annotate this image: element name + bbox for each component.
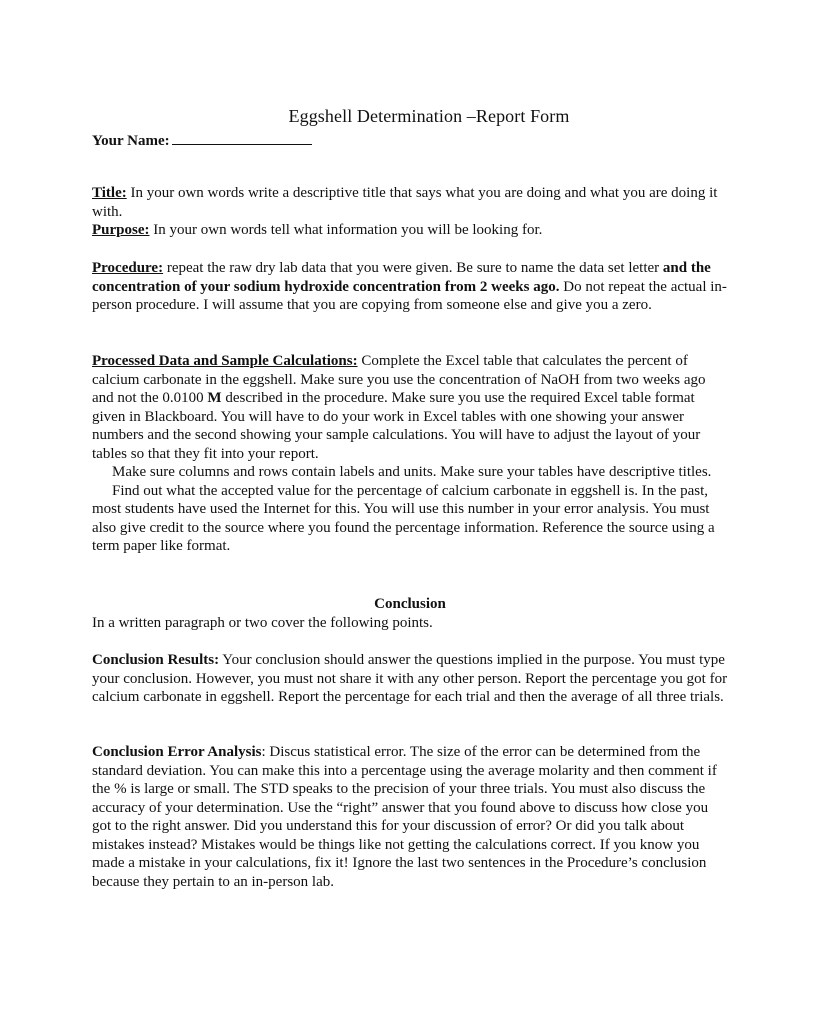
title-instruction: In your own words write a descriptive title that says what you are doing and what you are doing it with. xyxy=(92,185,718,220)
title-purpose-section xyxy=(92,184,728,240)
document-title xyxy=(92,106,732,127)
processed-data-label: Processed Data and Sample Calculations: xyxy=(92,353,358,369)
purpose-label: Purpose: xyxy=(92,222,150,238)
your-name-field xyxy=(92,131,312,150)
processed-text-a: Complete the Excel table that calculates the percent of calcium carbonate in the eggshell. Make sure you use the concentration of NaOH from two weeks ago and not the 0.0100 xyxy=(92,353,706,406)
conclusion-error-label: Conclusion Error Analysis xyxy=(92,744,262,760)
procedure-text-b: Do not repeat the actual in-person procedure. I will assume that you are copying from someone else and give you a zero. xyxy=(92,278,727,313)
procedure-text-bold: and the concentration of your sodium hydroxide concentration from 2 weeks ago. xyxy=(92,260,711,295)
conclusion-error-text: : Discus statistical error. The size of the error can be determined from the standard deviation. You can make this into a percentage using the average molarity and then comment if the % is large or small. The STD speaks to the precision of your three trials. You must also discuss the accuracy of your determination. Use the “right” answer that you found above to discuss how close you got to the right answer. Did you understand this for your discussion of error? Or did you talk about mistakes instead? Mistakes would be things like not getting the calculations correct. If you know you made a mistake in your calculations, fix it! Ignore the last two sentences in the Procedure’s conclusion because they pertain to an in-person lab. xyxy=(92,744,717,890)
document-title-text: Eggshell Determination –Report Form xyxy=(288,106,570,126)
your-name-label: Your Name: xyxy=(92,133,170,149)
conclusion-error-section xyxy=(92,743,728,891)
procedure-section xyxy=(92,259,728,315)
procedure-text-a: repeat the raw dry lab data that you were given. Be sure to name the data set letter xyxy=(163,260,663,276)
your-name-blank-line[interactable] xyxy=(172,131,312,145)
procedure-label: Procedure: xyxy=(92,260,164,276)
conclusion-results-section xyxy=(92,651,728,707)
conclusion-intro: In a written paragraph or two cover the following points. xyxy=(92,614,433,631)
processed-text-b: described in the procedure. Make sure you use the required Excel table format given in Blackboard. You will have to do your work in Excel tables with one showing your answer numbers and the second showing your sample calculations. You will have to adjust the layout of your tables so that they fit into your report. xyxy=(92,390,701,462)
purpose-instruction: In your own words tell what information you will be looking for. xyxy=(149,222,543,238)
molarity-unit: M xyxy=(207,390,222,406)
conclusion-heading: Conclusion xyxy=(374,596,446,612)
accepted-value-paragraph: Find out what the accepted value for the percentage of calcium carbonate in eggshell is. In the past, most students have used the Internet for this. You will use this number in your error analysis. You must also give credit to the source where you found the percentage information. Reference the source using a term paper like format. xyxy=(92,482,715,554)
conclusion-results-label: Conclusion Results: xyxy=(92,652,220,668)
labels-units-paragraph: Make sure columns and rows contain labels and units. Make sure your tables have descriptive titles. xyxy=(112,464,712,480)
processed-data-section xyxy=(92,352,728,556)
conclusion-section xyxy=(92,595,728,632)
conclusion-results-text: Your conclusion should answer the questions implied in the purpose. You must type your conclusion. However, you must not share it with any other person. Report the percentage you got for calcium carbonate in eggshell. Report the percentage for each trial and then the average of all three trials. xyxy=(92,652,728,705)
title-label: Title: xyxy=(92,185,127,201)
